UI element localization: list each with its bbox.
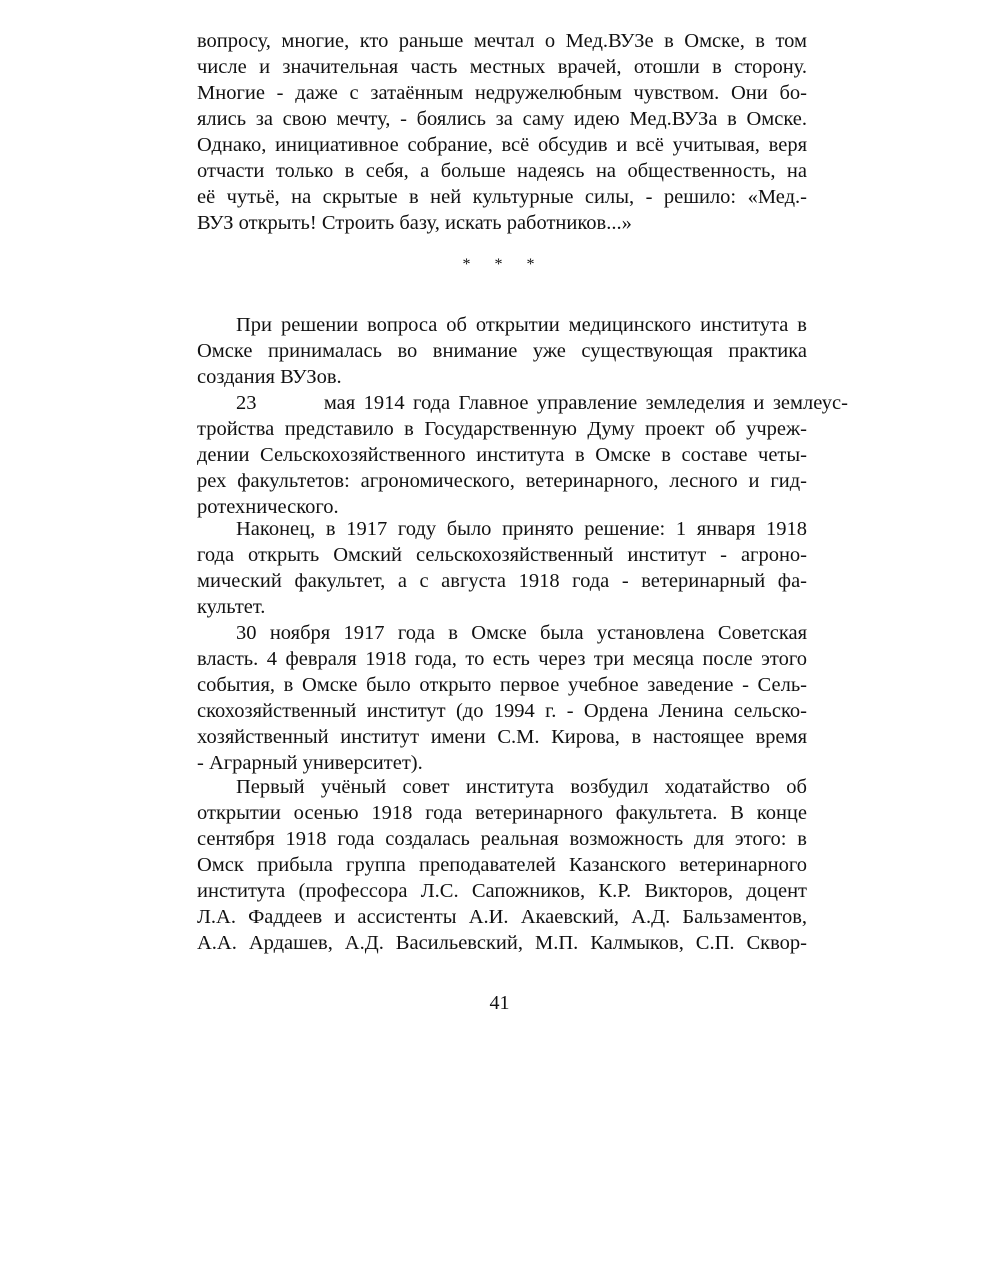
text-line: Многие - даже с затаённым недружелюбным чувством. Они бо-: [197, 82, 807, 104]
page-number: 41: [489, 992, 510, 1014]
text-line: события, в Омске было открыто первое учебное заведение - Сель-: [197, 674, 807, 696]
text-line: ялись за свою мечту, - боялись за саму идею Мед.ВУЗа в Омске.: [197, 108, 807, 130]
text-line: тройства представило в Государственную Думу проект об учреж-: [197, 418, 807, 440]
text-line: При решении вопроса об открытии медицинского института в: [236, 314, 807, 336]
text-line: рех факультетов: агрономического, ветеринарного, лесного и гид-: [197, 470, 807, 492]
text-line: власть. 4 февраля 1918 года, то есть через три месяца после этого: [197, 648, 807, 670]
text-line: скохозяйственный институт (до 1994 г. - Ордена Ленина сельско-: [197, 700, 807, 722]
text-line: 30 ноября 1917 года в Омске была установлена Советская: [236, 622, 807, 644]
text-line: дении Сельскохозяйственного института в Омске в составе четы-: [197, 444, 807, 466]
text-line: Наконец, в 1917 году было принято решение: 1 января 1918: [236, 518, 807, 540]
text-line: ротехнического.: [197, 496, 339, 518]
text-line: Однако, инициативное собрание, всё обсудив и всё учитывая, веря: [197, 134, 807, 156]
text-line: создания ВУЗов.: [197, 366, 342, 388]
text-line: числе и значительная часть местных врачей, отошли в сторону.: [197, 56, 807, 78]
section-separator: * * *: [462, 256, 545, 273]
text-line: вопросу, многие, кто раньше мечтал о Мед.ВУЗе в Омске, в том: [197, 30, 807, 52]
text-line: сентября 1918 года создалась реальная возможность для этого: в: [197, 828, 807, 850]
text-line: года открыть Омский сельскохозяйственный институт - агроно-: [197, 544, 807, 566]
text-line: - Аграрный университет).: [197, 752, 423, 774]
text-line: хозяйственный институт имени С.М. Кирова, в настоящее время: [197, 726, 807, 748]
text-line: культет.: [197, 596, 266, 618]
text-line: мический факультет, а с августа 1918 года - ветеринарный фа-: [197, 570, 807, 592]
text-line: ВУЗ открыть! Строить базу, искать работников...»: [197, 212, 632, 234]
text-line: Омске принималась во внимание уже существующая практика: [197, 340, 807, 362]
text-line: Омск прибыла группа преподавателей Казанского ветеринарного: [197, 854, 807, 876]
text-line: института (профессора Л.С. Сапожников, К.Р. Викторов, доцент: [197, 880, 807, 902]
text-line: Л.А. Фаддеев и ассистенты А.И. Акаевский, А.Д. Бальзаментов,: [197, 906, 807, 928]
text-line: 23 мая 1914 года Главное управление земледелия и землеус-: [236, 392, 848, 414]
text-line: А.А. Ардашев, А.Д. Васильевский, М.П. Калмыков, С.П. Сквор-: [197, 932, 807, 954]
text-line: её чутьё, на скрытые в ней культурные силы, - решило: «Мед.-: [197, 186, 807, 208]
text-line: Первый учёный совет института возбудил ходатайство об: [236, 776, 807, 798]
text-line: открытии осенью 1918 года ветеринарного факультета. В конце: [197, 802, 807, 824]
text-line: отчасти только в себя, а больше надеясь на общественность, на: [197, 160, 807, 182]
